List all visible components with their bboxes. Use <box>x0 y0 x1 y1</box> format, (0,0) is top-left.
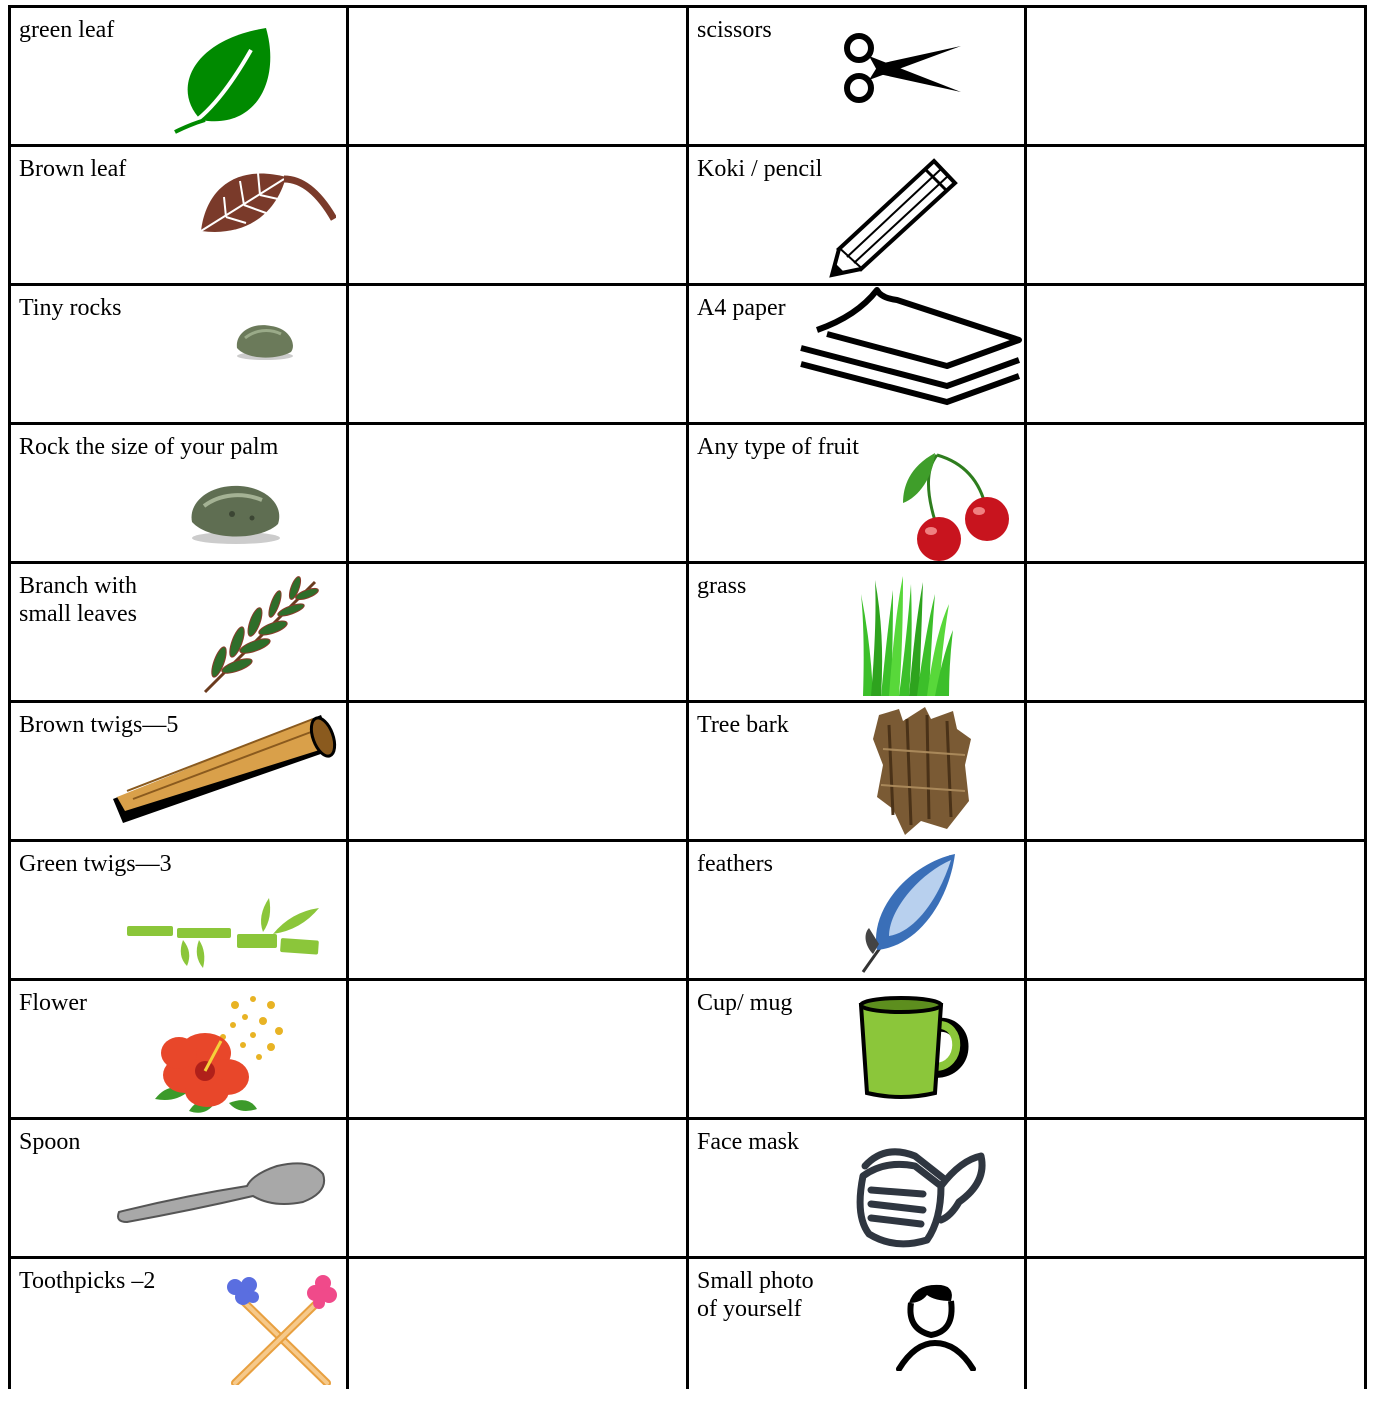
item-label: Rock the size of your palm <box>19 434 279 460</box>
blank-cell <box>1026 146 1366 285</box>
item-label: grass <box>697 573 747 599</box>
item-cell <box>688 7 1026 146</box>
table-row <box>10 146 1366 285</box>
blank-cell <box>348 702 688 841</box>
blank-cell <box>1026 7 1366 146</box>
blank-cell <box>348 563 688 702</box>
tree-bark-icon <box>869 705 979 837</box>
blank-cell <box>348 1119 688 1258</box>
brown-leaf-icon <box>196 159 336 239</box>
blank-cell <box>348 7 688 146</box>
blank-cell <box>1026 1119 1366 1258</box>
item-label: Toothpicks –2 <box>19 1268 156 1294</box>
table-row <box>10 285 1366 424</box>
item-cell <box>688 146 1026 285</box>
item-cell <box>10 424 348 563</box>
item-cell <box>10 285 348 424</box>
blank-cell <box>1026 563 1366 702</box>
item-label: Brown twigs—5 <box>19 712 179 738</box>
person-icon <box>895 1281 977 1371</box>
hibiscus-icon <box>149 991 289 1119</box>
blank-cell <box>348 841 688 980</box>
blank-cell <box>348 980 688 1119</box>
item-label: Tiny rocks <box>19 295 122 321</box>
table-row <box>10 702 1366 841</box>
blank-cell <box>1026 285 1366 424</box>
item-label: Branch with small leaves <box>19 573 137 627</box>
item-label: scissors <box>697 17 772 43</box>
mug-icon <box>857 995 969 1101</box>
table-row <box>10 841 1366 980</box>
item-label: Brown leaf <box>19 156 127 182</box>
table-row <box>10 1119 1366 1258</box>
table-row <box>10 980 1366 1119</box>
item-cell <box>10 146 348 285</box>
item-cell <box>688 980 1026 1119</box>
blank-cell <box>1026 702 1366 841</box>
green-leaf-icon <box>171 20 281 135</box>
scissors-icon <box>841 30 966 110</box>
item-label: Green twigs—3 <box>19 851 172 877</box>
blank-cell <box>348 1258 688 1390</box>
small-rock-icon <box>233 320 297 362</box>
item-cell <box>688 1119 1026 1258</box>
item-label: Cup/ mug <box>697 990 793 1016</box>
item-label: Small photo of yourself <box>697 1268 814 1322</box>
item-cell <box>10 1119 348 1258</box>
feather-icon <box>859 850 959 976</box>
table-row <box>10 1258 1366 1390</box>
item-cell <box>688 1258 1026 1390</box>
item-cell <box>688 841 1026 980</box>
branch-icon <box>201 576 321 696</box>
blank-cell <box>348 285 688 424</box>
bamboo-icon <box>123 896 329 976</box>
spoon-icon <box>113 1156 327 1228</box>
item-label: A4 paper <box>697 295 786 321</box>
cherries-icon <box>899 447 1015 561</box>
item-label: green leaf <box>19 17 115 43</box>
table-row <box>10 424 1366 563</box>
scavenger-hunt-table <box>8 5 1367 1389</box>
item-cell <box>10 7 348 146</box>
item-cell <box>688 285 1026 424</box>
blank-cell <box>348 146 688 285</box>
blank-cell <box>1026 841 1366 980</box>
blank-cell <box>1026 980 1366 1119</box>
paper-stack-icon <box>797 286 1023 416</box>
toothpicks-icon <box>223 1273 339 1385</box>
item-cell <box>10 980 348 1119</box>
blank-cell <box>1026 424 1366 563</box>
item-cell <box>688 563 1026 702</box>
item-cell <box>10 702 348 841</box>
item-cell <box>10 841 348 980</box>
item-label: feathers <box>697 851 773 877</box>
item-label: Koki / pencil <box>697 156 823 182</box>
item-label: Spoon <box>19 1129 81 1155</box>
item-label: Tree bark <box>697 712 789 738</box>
item-label: Any type of fruit <box>697 434 859 460</box>
blank-cell <box>348 424 688 563</box>
item-cell <box>10 1258 348 1390</box>
large-rock-icon <box>186 480 286 546</box>
table-row <box>10 7 1366 146</box>
item-cell <box>688 702 1026 841</box>
blank-cell <box>1026 1258 1366 1390</box>
item-label: Flower <box>19 990 87 1016</box>
brown-twig-icon <box>103 713 339 823</box>
face-mask-icon <box>855 1136 991 1254</box>
pencil-icon <box>829 157 959 279</box>
item-cell <box>688 424 1026 563</box>
grass-icon <box>859 574 953 696</box>
item-label: Face mask <box>697 1129 799 1155</box>
table-row <box>10 563 1366 702</box>
item-cell <box>10 563 348 702</box>
